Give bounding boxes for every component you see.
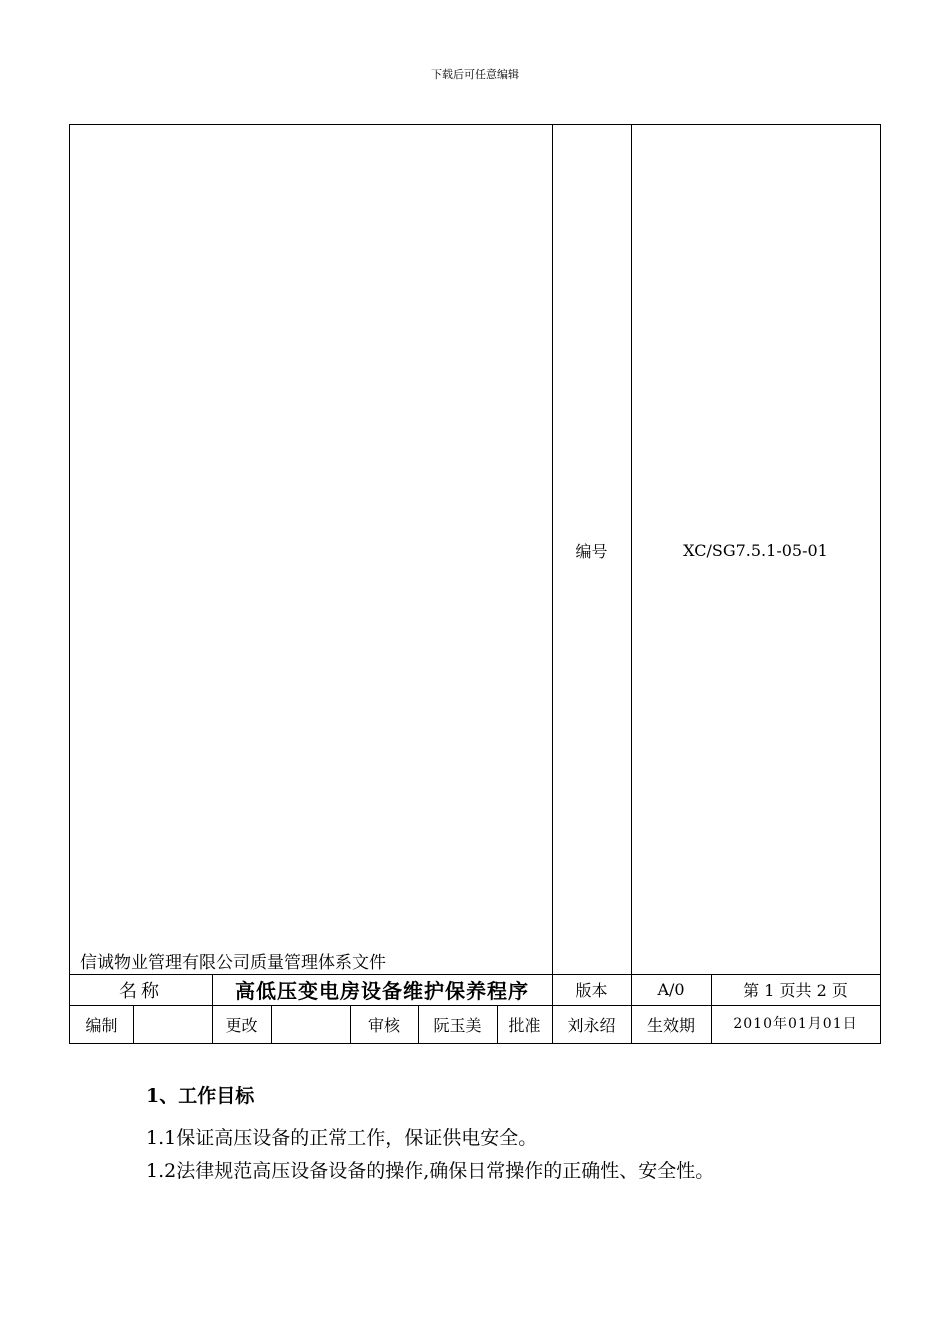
effective-date: 2010年01月01日 (733, 1016, 858, 1032)
prepared-value (133, 1005, 212, 1043)
effective-label: 生效期 (646, 1015, 695, 1035)
company-line: 信诚物业管理有限公司质量管理体系文件 (80, 953, 386, 973)
approved-label: 批准 (508, 1015, 541, 1035)
reviewed-value: 阮玉美 (433, 1015, 482, 1035)
revised-value (271, 1005, 350, 1043)
approved-value: 刘永绍 (567, 1015, 616, 1035)
name-label: 名称 (119, 980, 163, 1002)
section-heading: 1、工作目标 (146, 1085, 255, 1107)
code-label: 编号 (575, 541, 608, 561)
prepared-label: 编制 (85, 1015, 118, 1035)
revised-label: 更改 (225, 1015, 258, 1035)
reviewed-label: 审核 (367, 1015, 400, 1035)
paragraph-1-2: 1.2法律规范高压设备设备的操作,确保日常操作的正确性、安全性。 (146, 1160, 715, 1182)
document-title: 高低压变电房设备维护保养程序 (235, 979, 529, 1003)
version-label: 版本 (575, 981, 608, 1000)
page-header-note: 下载后可任意编辑 (431, 68, 519, 81)
paragraph-1-1: 1.1保证高压设备的正常工作，保证供电安全。 (146, 1127, 538, 1149)
document-control-table (69, 124, 881, 1044)
page-info: 第 1 页共 2 页 (743, 981, 848, 1000)
code-value: XC/SG7.5.1-05-01 (683, 540, 828, 560)
version-value: A/0 (657, 980, 685, 999)
